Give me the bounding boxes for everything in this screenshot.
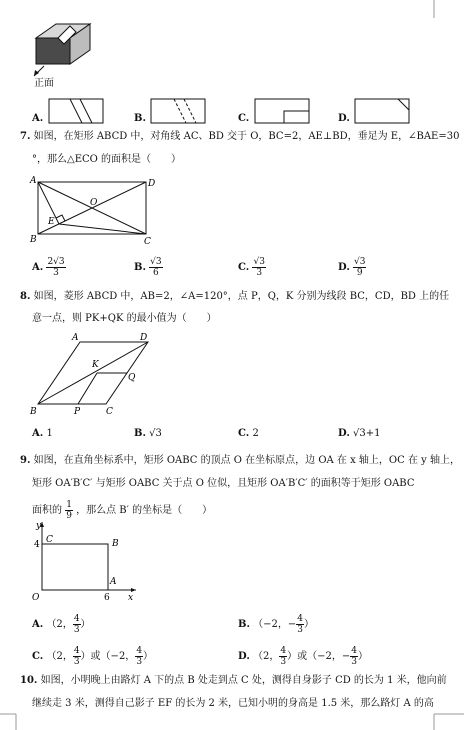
q10-line1: 如图，小明晚上由路灯 A 下的点 B 处走到点 C 处，测得自身影子 CD 的长为 1 米，他向前 <box>40 675 447 686</box>
crop-mark-bottom-right <box>430 712 465 730</box>
q10-line2: 继续走 3 米，测得自己影子 EF 的长为 2 米，已知小明的身高是 1.5 米，那么路灯 A 的高 <box>32 698 434 709</box>
q9-label-a: A <box>110 577 117 587</box>
q9-option-a: A. （2， $\frac{4}{3}$ ） <box>32 614 91 635</box>
q7-label-o: O <box>90 198 98 208</box>
q9-number: 9. <box>20 455 31 466</box>
q6-option-a-figure <box>48 98 104 124</box>
q8-option-a: A. 1 <box>32 428 53 439</box>
q8-option-b: B. √3 <box>134 428 162 439</box>
q7-label-e: E <box>48 217 55 227</box>
crop-mark-bottom-left <box>0 712 34 730</box>
q7-rectangle-figure <box>28 174 158 246</box>
q6-option-d-figure <box>354 98 410 124</box>
q9-option-c: C. （2， $\frac{4}{3}$ ）或（−2， $\frac{4}{3}$ ） <box>32 646 154 667</box>
q9-label-x: x <box>128 593 134 603</box>
q8-line2: 意一点，则 PK+QK 的最小值为（ ） <box>32 313 217 324</box>
q7-number: 7. <box>20 131 31 142</box>
q10-stem <box>20 674 447 688</box>
q8-label-q: Q <box>128 373 136 383</box>
q8-label-d: D <box>140 333 148 343</box>
q9-line2: 矩形 OA′B′C′ 与矩形 OABC 关于点 O 位似，且矩形 OA′B′C′ 的面积等于矩形 OABC <box>32 478 415 489</box>
q6-option-b-label: B. <box>134 113 146 124</box>
q10-number: 10. <box>20 675 38 686</box>
q9-tick-6: 6 <box>104 593 110 603</box>
q6-option-d-label: D. <box>338 113 350 124</box>
q7-option-b: B. $\frac{√3}{6}$ <box>134 257 162 278</box>
q8-number: 8. <box>20 291 31 302</box>
q9-tick-4: 4 <box>34 540 40 550</box>
q7-line2: °，那么△ECO 的面积是（ ） <box>32 154 182 165</box>
q8-label-a: A <box>72 333 79 343</box>
q8-label-p: P <box>74 407 81 416</box>
q7-line1: 如图，在矩形 ABCD 中，对角线 AC、BD 交于 O，BC=2，AE⊥BD，垂足为 E，∠BAE=30 <box>33 131 460 142</box>
q8-label-b: B <box>30 407 37 416</box>
q6-option-b-figure <box>150 98 206 124</box>
q9-label-b: B <box>112 539 119 549</box>
q7-stem <box>20 130 459 144</box>
q9-label-o: O <box>32 593 40 603</box>
q6-option-c-figure <box>254 98 310 124</box>
q6-option-a-label: A. <box>32 113 44 124</box>
q8-option-d: D. √3+1 <box>338 428 381 439</box>
crop-mark-top-right <box>430 0 464 20</box>
q7-label-d: D <box>148 179 156 189</box>
q8-label-k: K <box>92 360 99 370</box>
q9-line1: 如图，在直角坐标系中，矩形 OABC 的顶点 O 在坐标原点，边 OA 在 x 轴上，OC 在 y 轴上， <box>33 455 460 466</box>
q7-label-a: A <box>30 176 37 186</box>
q9-label-y: y <box>36 521 42 531</box>
q8-rhombus-figure <box>28 332 158 416</box>
q9-line3: 面积的 $\frac{1}{9}$ ，那么点 B′ 的坐标是（ ） <box>32 500 213 521</box>
q9-label-c: C <box>46 535 53 545</box>
front-view-caption: 正面 <box>34 78 54 89</box>
q7-option-a: A. $\frac{2√3}{3}$ <box>32 257 65 278</box>
q9-option-b: B. （−2，− $\frac{4}{3}$ ） <box>238 614 314 635</box>
q8-line1: 如图，菱形 ABCD 中，AB=2，∠A=120°，点 P，Q，K 分别为线段 BC，CD，BD 上的任 <box>33 291 450 302</box>
q8-stem <box>20 290 449 304</box>
q7-option-d: D. $\frac{√3}{9}$ <box>338 257 366 278</box>
q7-option-c: C. $\frac{√3}{3}$ <box>238 257 265 278</box>
q7-label-b: B <box>30 235 37 245</box>
q9-option-d: D. （2， $\frac{4}{3}$ ）或（−2，− $\frac{4}{3}$ ） <box>238 646 368 667</box>
q8-label-c: C <box>106 407 113 416</box>
q7-label-c: C <box>144 237 151 246</box>
q6-option-c-label: C. <box>238 113 250 124</box>
q9-coordinate-figure <box>28 518 140 604</box>
q9-stem <box>20 454 460 468</box>
q8-option-c: C. 2 <box>238 428 259 439</box>
